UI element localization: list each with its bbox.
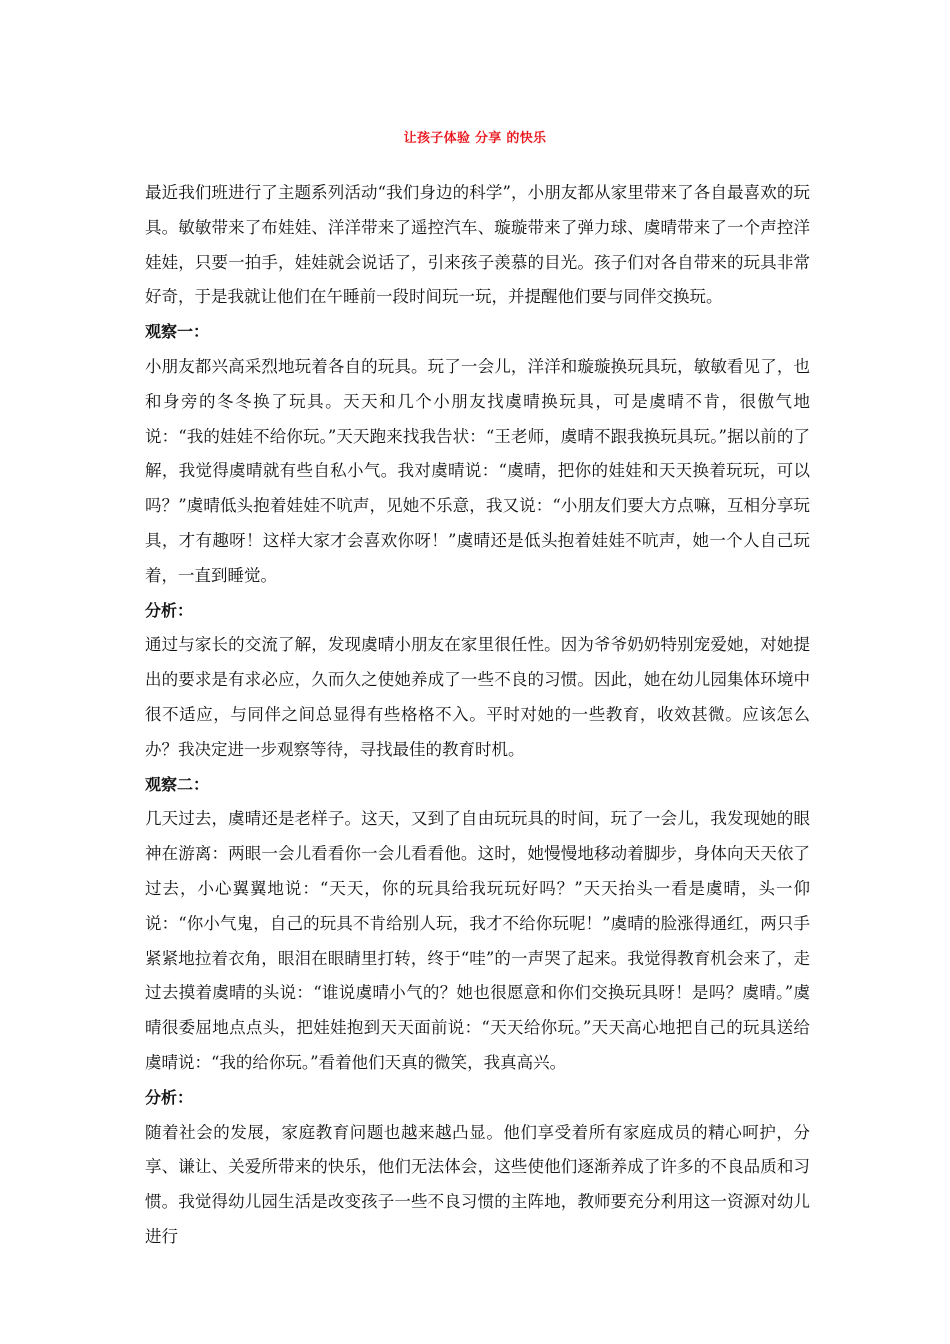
observation-one-heading: 观察一： <box>145 322 210 342</box>
intro-paragraph: 最近我们班进行了主题系列活动“我们身边的科学”，小朋友都从家里带来了各自最喜欢的玩具。敏敏带来了布娃娃、洋洋带来了遥控汽车、璇璇带来了弹力球、虞晴带来了一个声控洋娃娃，只要一拍手，娃娃就会说话了，引来孩子羡慕的目光。孩子们对各自带来的玩具非常好奇，于是我就让他们在午睡前一段时间玩一玩，并提醒他们要与同伴交换玩。 <box>145 183 810 307</box>
analysis-one-paragraph: 通过与家长的交流了解，发现虞晴小朋友在家里很任性。因为爷爷奶奶特别宠爱她，对她提出的要求是有求必应，久而久之使她养成了一些不良的习惯。因此，她在幼儿园集体环境中很不适应，与同伴之间总显得有些格格不入。平时对她的一些教育，收效甚微。应该怎么办？我决定进一步观察等待，寻找最佳的教育时机。 <box>145 635 810 759</box>
analysis-two-heading: 分析： <box>145 1087 194 1107</box>
observation-two-paragraph: 几天过去，虞晴还是老样子。这天，又到了自由玩玩具的时间，玩了一会儿，我发现她的眼神在游离：两眼一会儿看看你一会儿看看他。这时，她慢慢地移动着脚步，身体向天天依了过去，小心翼翼地说：“天天，你的玩具给我玩玩好吗？”天天抬头一看是虞晴，头一仰说：“你小气鬼，自己的玩具不肯给别人玩，我才不给你玩呢！”虞晴的脸涨得通红，两只手紧紧地拉着衣角，眼泪在眼睛里打转，终于“哇”的一声哭了起来。我觉得教育机会来了，走过去摸着虞晴的头说：“谁说虞晴小气的？她也很愿意和你们交换玩具呀！是吗？虞晴。”虞晴很委屈地点点头，把娃娃抱到天天面前说：“天天给你玩。”天天高心地把自己的玩具送给虞晴说：“我的给你玩。”看着他们天真的微笑，我真高兴。 <box>145 809 810 1072</box>
document-title: 让孩子体验 分享 的快乐 <box>403 131 547 146</box>
document-body <box>145 176 810 1255</box>
analysis-one-heading: 分析： <box>145 600 194 620</box>
observation-two-heading: 观察二： <box>145 774 210 794</box>
observation-one-paragraph: 小朋友都兴高采烈地玩着各自的玩具。玩了一会儿，洋洋和璇璇换玩具玩，敏敏看见了，也和身旁的冬冬换了玩具。天天和几个小朋友找虞晴换玩具，可是虞晴不肯，很傲气地说：“我的娃娃不给你玩。”天天跑来找我告状：“王老师，虞晴不跟我换玩具玩。”据以前的了解，我觉得虞晴就有些自私小气。我对虞晴说：“虞晴，把你的娃娃和天天换着玩玩，可以吗？”虞晴低头抱着娃娃不吭声，见她不乐意，我又说：“小朋友们要大方点嘛，互相分享玩具，才有趣呀！这样大家才会喜欢你呀！”虞晴还是低头抱着娃娃不吭声，她一个人自己玩着，一直到睡觉。 <box>145 356 810 585</box>
analysis-two-paragraph: 随着社会的发展，家庭教育问题也越来越凸显。他们享受着所有家庭成员的精心呵护，分享、谦让、关爱所带来的快乐，他们无法体会，这些使他们逐渐养成了许多的不良品质和习惯。我觉得幼儿园生活是改变孩子一些不良习惯的主阵地，教师要充分利用这一资源对幼儿进行 <box>145 1122 810 1246</box>
